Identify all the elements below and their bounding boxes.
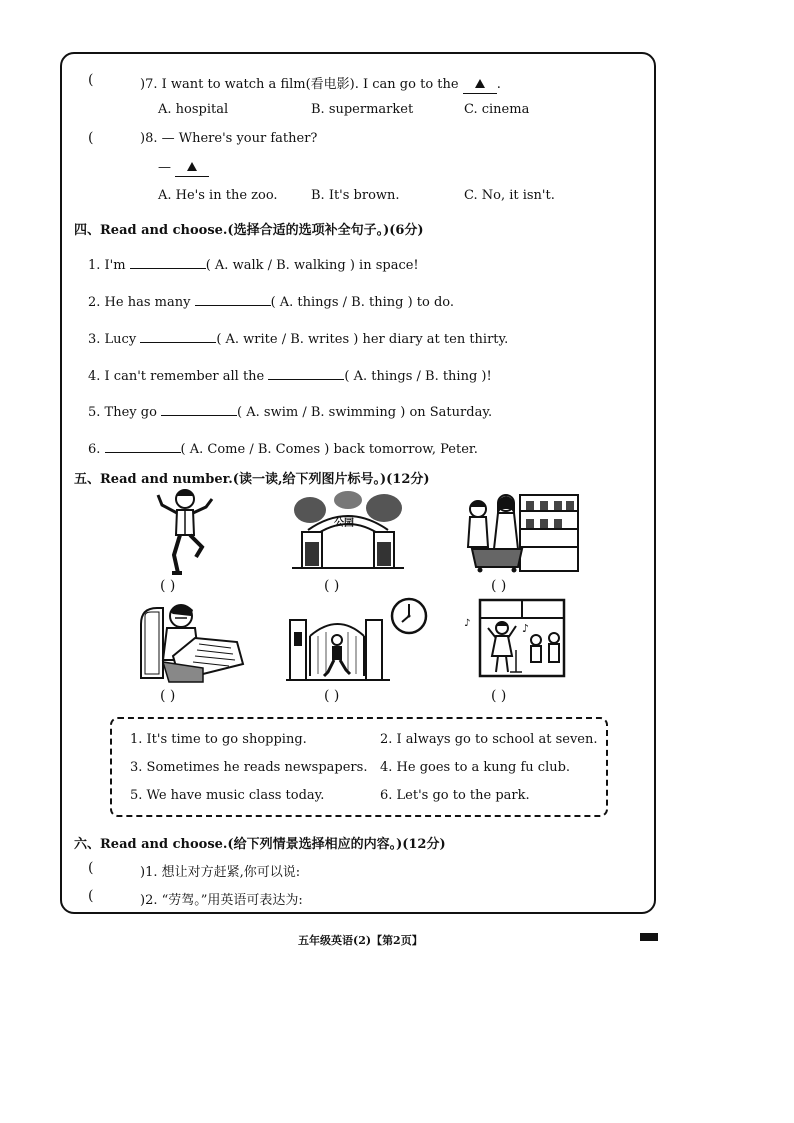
q7-answer-blank <box>463 77 497 94</box>
pic6-bracket: ( ) <box>491 688 507 704</box>
s4-item-2-blank <box>195 293 271 306</box>
triangle-icon <box>187 162 197 171</box>
s4-item-3-blank <box>140 330 216 343</box>
sentence-1: 1. It's time to go shopping. <box>130 732 307 747</box>
sentence-4: 4. He goes to a kung fu club. <box>380 760 571 775</box>
q8-option-c: C. No, it isn't. <box>464 188 555 203</box>
q7-option-a: A. hospital <box>158 102 229 117</box>
s4-item-1-post: ( A. walk / B. walking ) in space! <box>205 258 419 273</box>
s6-item-2-paren-open: ( <box>88 888 94 904</box>
s4-item-4-pre: 4. I can't remember all the <box>88 369 265 384</box>
s4-item-5 <box>88 403 492 420</box>
q8-paren-close: ) <box>140 131 146 146</box>
pic2-bracket: ( ) <box>324 578 340 594</box>
s4-item-2-pre: 2. He has many <box>88 295 191 310</box>
q8-answer-row <box>158 160 209 177</box>
s4-item-1-blank <box>130 256 206 269</box>
pic4-bracket: ( ) <box>160 688 176 704</box>
s4-item-1-pre: 1. I'm <box>88 258 126 273</box>
s4-item-3-post: ( A. write / B. writes ) her diary at ten thirty. <box>216 332 509 347</box>
q7-end: . <box>496 77 501 92</box>
s4-item-2-post: ( A. things / B. thing ) to do. <box>270 295 455 310</box>
q7-stem-row <box>140 73 501 94</box>
s4-item-4 <box>88 367 492 384</box>
q8-stem-row <box>140 131 317 146</box>
triangle-icon <box>475 79 485 88</box>
reading-newspaper-picture <box>133 598 248 684</box>
sentence-5: 5. We have music class today. <box>130 788 325 803</box>
q7-paren-close: ) <box>140 77 146 92</box>
corner-mark <box>640 933 658 941</box>
s6-item-2-text: 2. “劳驾。”用英语可表达为: <box>145 893 303 908</box>
s4-item-5-post: ( A. swim / B. swimming ) on Saturday. <box>237 405 493 420</box>
s4-item-6-blank <box>105 440 181 453</box>
park-sign-text: 公园 <box>334 518 354 529</box>
svg-text:♪: ♪ <box>464 618 471 629</box>
music-class-picture <box>460 598 566 678</box>
s4-item-4-blank <box>268 367 344 380</box>
kung-fu-boy-picture <box>150 485 220 577</box>
s4-item-2 <box>88 293 454 310</box>
q8-dash: — <box>158 160 171 175</box>
s6-item-1-paren-open: ( <box>88 860 94 876</box>
s4-item-6-post: ( A. Come / B. Comes ) back tomorrow, Peter. <box>180 442 478 457</box>
pic3-bracket: ( ) <box>491 578 507 594</box>
q8-paren-open: ( <box>88 130 94 146</box>
pic1-bracket: ( ) <box>160 578 176 594</box>
s4-item-5-blank <box>161 403 237 416</box>
s6-item-1-text: 1. 想让对方赶紧,你可以说: <box>145 865 301 880</box>
q8-answer-blank <box>175 160 209 177</box>
s4-item-4-post: ( A. things / B. thing )! <box>344 369 492 384</box>
q8-option-b: B. It's brown. <box>311 188 400 203</box>
section5-title: 五、Read and number.(读一读,给下列图片标号。)(12分) <box>74 472 430 487</box>
s4-item-3 <box>88 330 508 347</box>
sentence-3: 3. Sometimes he reads newspapers. <box>130 760 368 775</box>
pic5-bracket: ( ) <box>324 688 340 704</box>
q8-option-a: A. He's in the zoo. <box>158 188 278 203</box>
section6-title: 六、Read and choose.(给下列情景选择相应的内容。)(12分) <box>74 837 446 852</box>
q8-stem: 8. — Where's your father? <box>145 131 318 146</box>
s4-item-6 <box>88 440 478 457</box>
s4-item-6-pre: 6. <box>88 442 101 457</box>
q7-paren-open: ( <box>88 72 94 88</box>
s6-item-2 <box>140 889 303 908</box>
svg-text:♪: ♪ <box>522 622 530 635</box>
s6-item-2-paren-close: ) <box>140 893 146 908</box>
s4-item-5-pre: 5. They go <box>88 405 157 420</box>
s6-item-1-paren-close: ) <box>140 865 146 880</box>
q7-option-b: B. supermarket <box>311 102 414 117</box>
sentence-6: 6. Let's go to the park. <box>380 788 530 803</box>
section4-title: 四、Read and choose.(选择合适的选项补全句子。)(6分) <box>74 223 424 238</box>
sentence-2: 2. I always go to school at seven. <box>380 732 598 747</box>
page-footer: 五年级英语(2)【第2页】 <box>298 934 423 947</box>
s4-item-1 <box>88 256 419 273</box>
park-gate-picture <box>292 490 404 572</box>
q7-option-c: C. cinema <box>464 102 530 117</box>
s6-item-1 <box>140 861 300 880</box>
q7-stem: 7. I want to watch a film(看电影). I can go to the <box>145 77 459 92</box>
s4-item-3-pre: 3. Lucy <box>88 332 137 347</box>
going-to-school-picture <box>286 596 432 684</box>
supermarket-picture <box>462 487 580 573</box>
